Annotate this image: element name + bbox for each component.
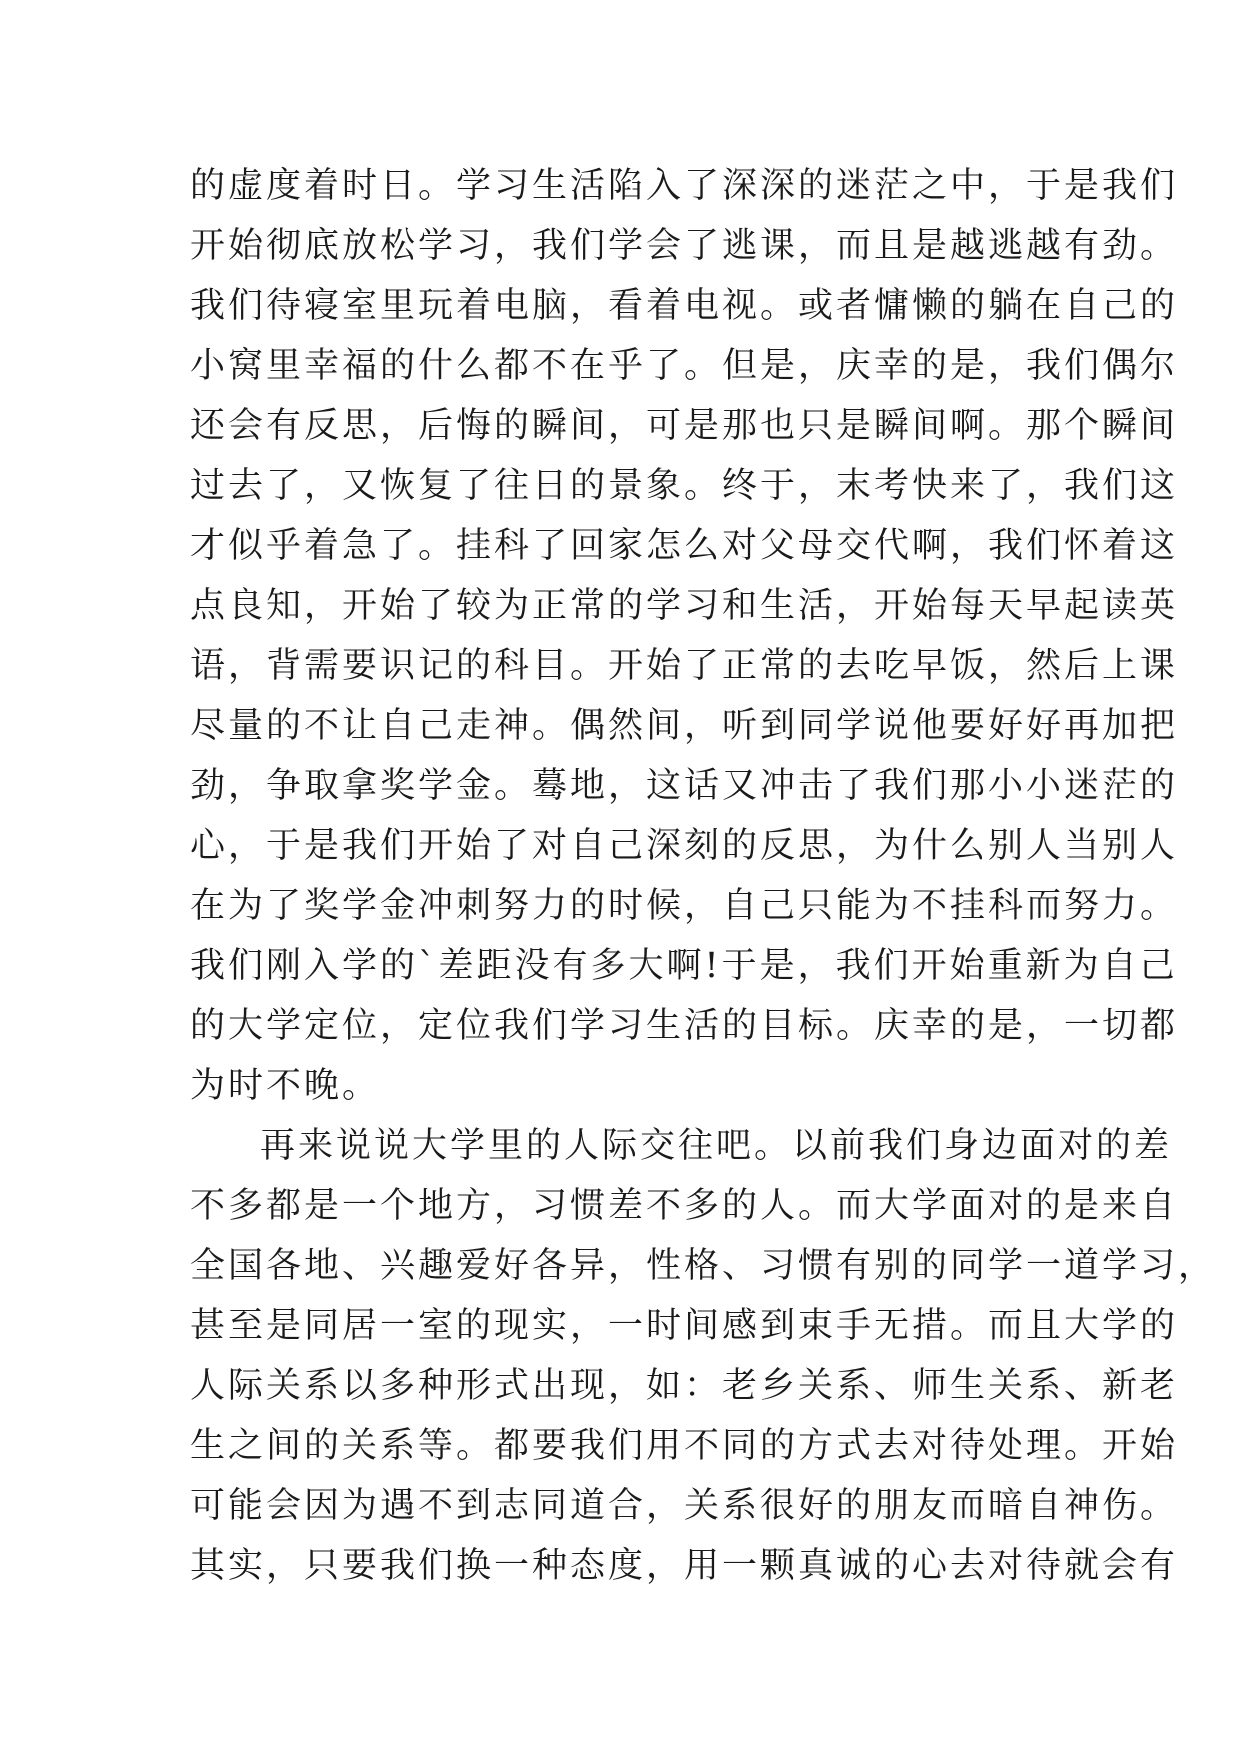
- text-line: 可能会因为遇不到志同道合，关系很好的朋友而暗自神伤。: [190, 1486, 1179, 1526]
- paragraph-2: [190, 1116, 1217, 1596]
- text-line: 人际关系以多种形式出现，如：老乡关系、师生关系、新老: [190, 1366, 1179, 1406]
- text-line: 过去了，又恢复了往日的景象。终于，末考快来了，我们这: [190, 466, 1179, 506]
- text-line: 再来说说大学里的人际交往吧。以前我们身边面对的差: [260, 1126, 1173, 1166]
- text-line: 心，于是我们开始了对自己深刻的反思，为什么别人当别人: [190, 826, 1179, 866]
- document-body: [190, 156, 1217, 1596]
- text-line: 还会有反思，后悔的瞬间，可是那也只是瞬间啊。那个瞬间: [190, 406, 1179, 446]
- text-line: 甚至是同居一室的现实，一时间感到束手无措。而且大学的: [190, 1306, 1179, 1346]
- text-line: 的大学定位，定位我们学习生活的目标。庆幸的是，一切都: [190, 1006, 1179, 1046]
- text-line: 开始彻底放松学习，我们学会了逃课，而且是越逃越有劲。: [190, 226, 1179, 266]
- paragraph-1: [190, 156, 1179, 1116]
- text-line: 全国各地、兴趣爱好各异，性格、习惯有别的同学一道学习，: [190, 1246, 1217, 1286]
- text-line: 尽量的不让自己走神。偶然间，听到同学说他要好好再加把: [190, 706, 1179, 746]
- text-line: 生之间的关系等。都要我们用不同的方式去对待处理。开始: [190, 1426, 1179, 1466]
- text-line: 的虚度着时日。学习生活陷入了深深的迷茫之中，于是我们: [190, 166, 1179, 206]
- text-line: 劲，争取拿奖学金。蓦地，这话又冲击了我们那小小迷茫的: [190, 766, 1179, 806]
- text-line: 为时不晚。: [190, 1066, 381, 1106]
- text-line: 我们刚入学的`差距没有多大啊!于是，我们开始重新为自己: [190, 946, 1178, 986]
- text-line: 在为了奖学金冲刺努力的时候，自己只能为不挂科而努力。: [190, 886, 1179, 926]
- text-line: 我们待寝室里玩着电脑，看着电视。或者慵懒的躺在自己的: [190, 286, 1179, 326]
- text-line: 其实，只要我们换一种态度，用一颗真诚的心去对待就会有: [190, 1546, 1179, 1586]
- text-line: 不多都是一个地方，习惯差不多的人。而大学面对的是来自: [190, 1186, 1179, 1226]
- text-line: 语，背需要识记的科目。开始了正常的去吃早饭，然后上课: [190, 646, 1179, 686]
- text-line: 小窝里幸福的什么都不在乎了。但是，庆幸的是，我们偶尔: [190, 346, 1179, 386]
- text-line: 点良知，开始了较为正常的学习和生活，开始每天早起读英: [190, 586, 1179, 626]
- text-line: 才似乎着急了。挂科了回家怎么对父母交代啊，我们怀着这: [190, 526, 1179, 566]
